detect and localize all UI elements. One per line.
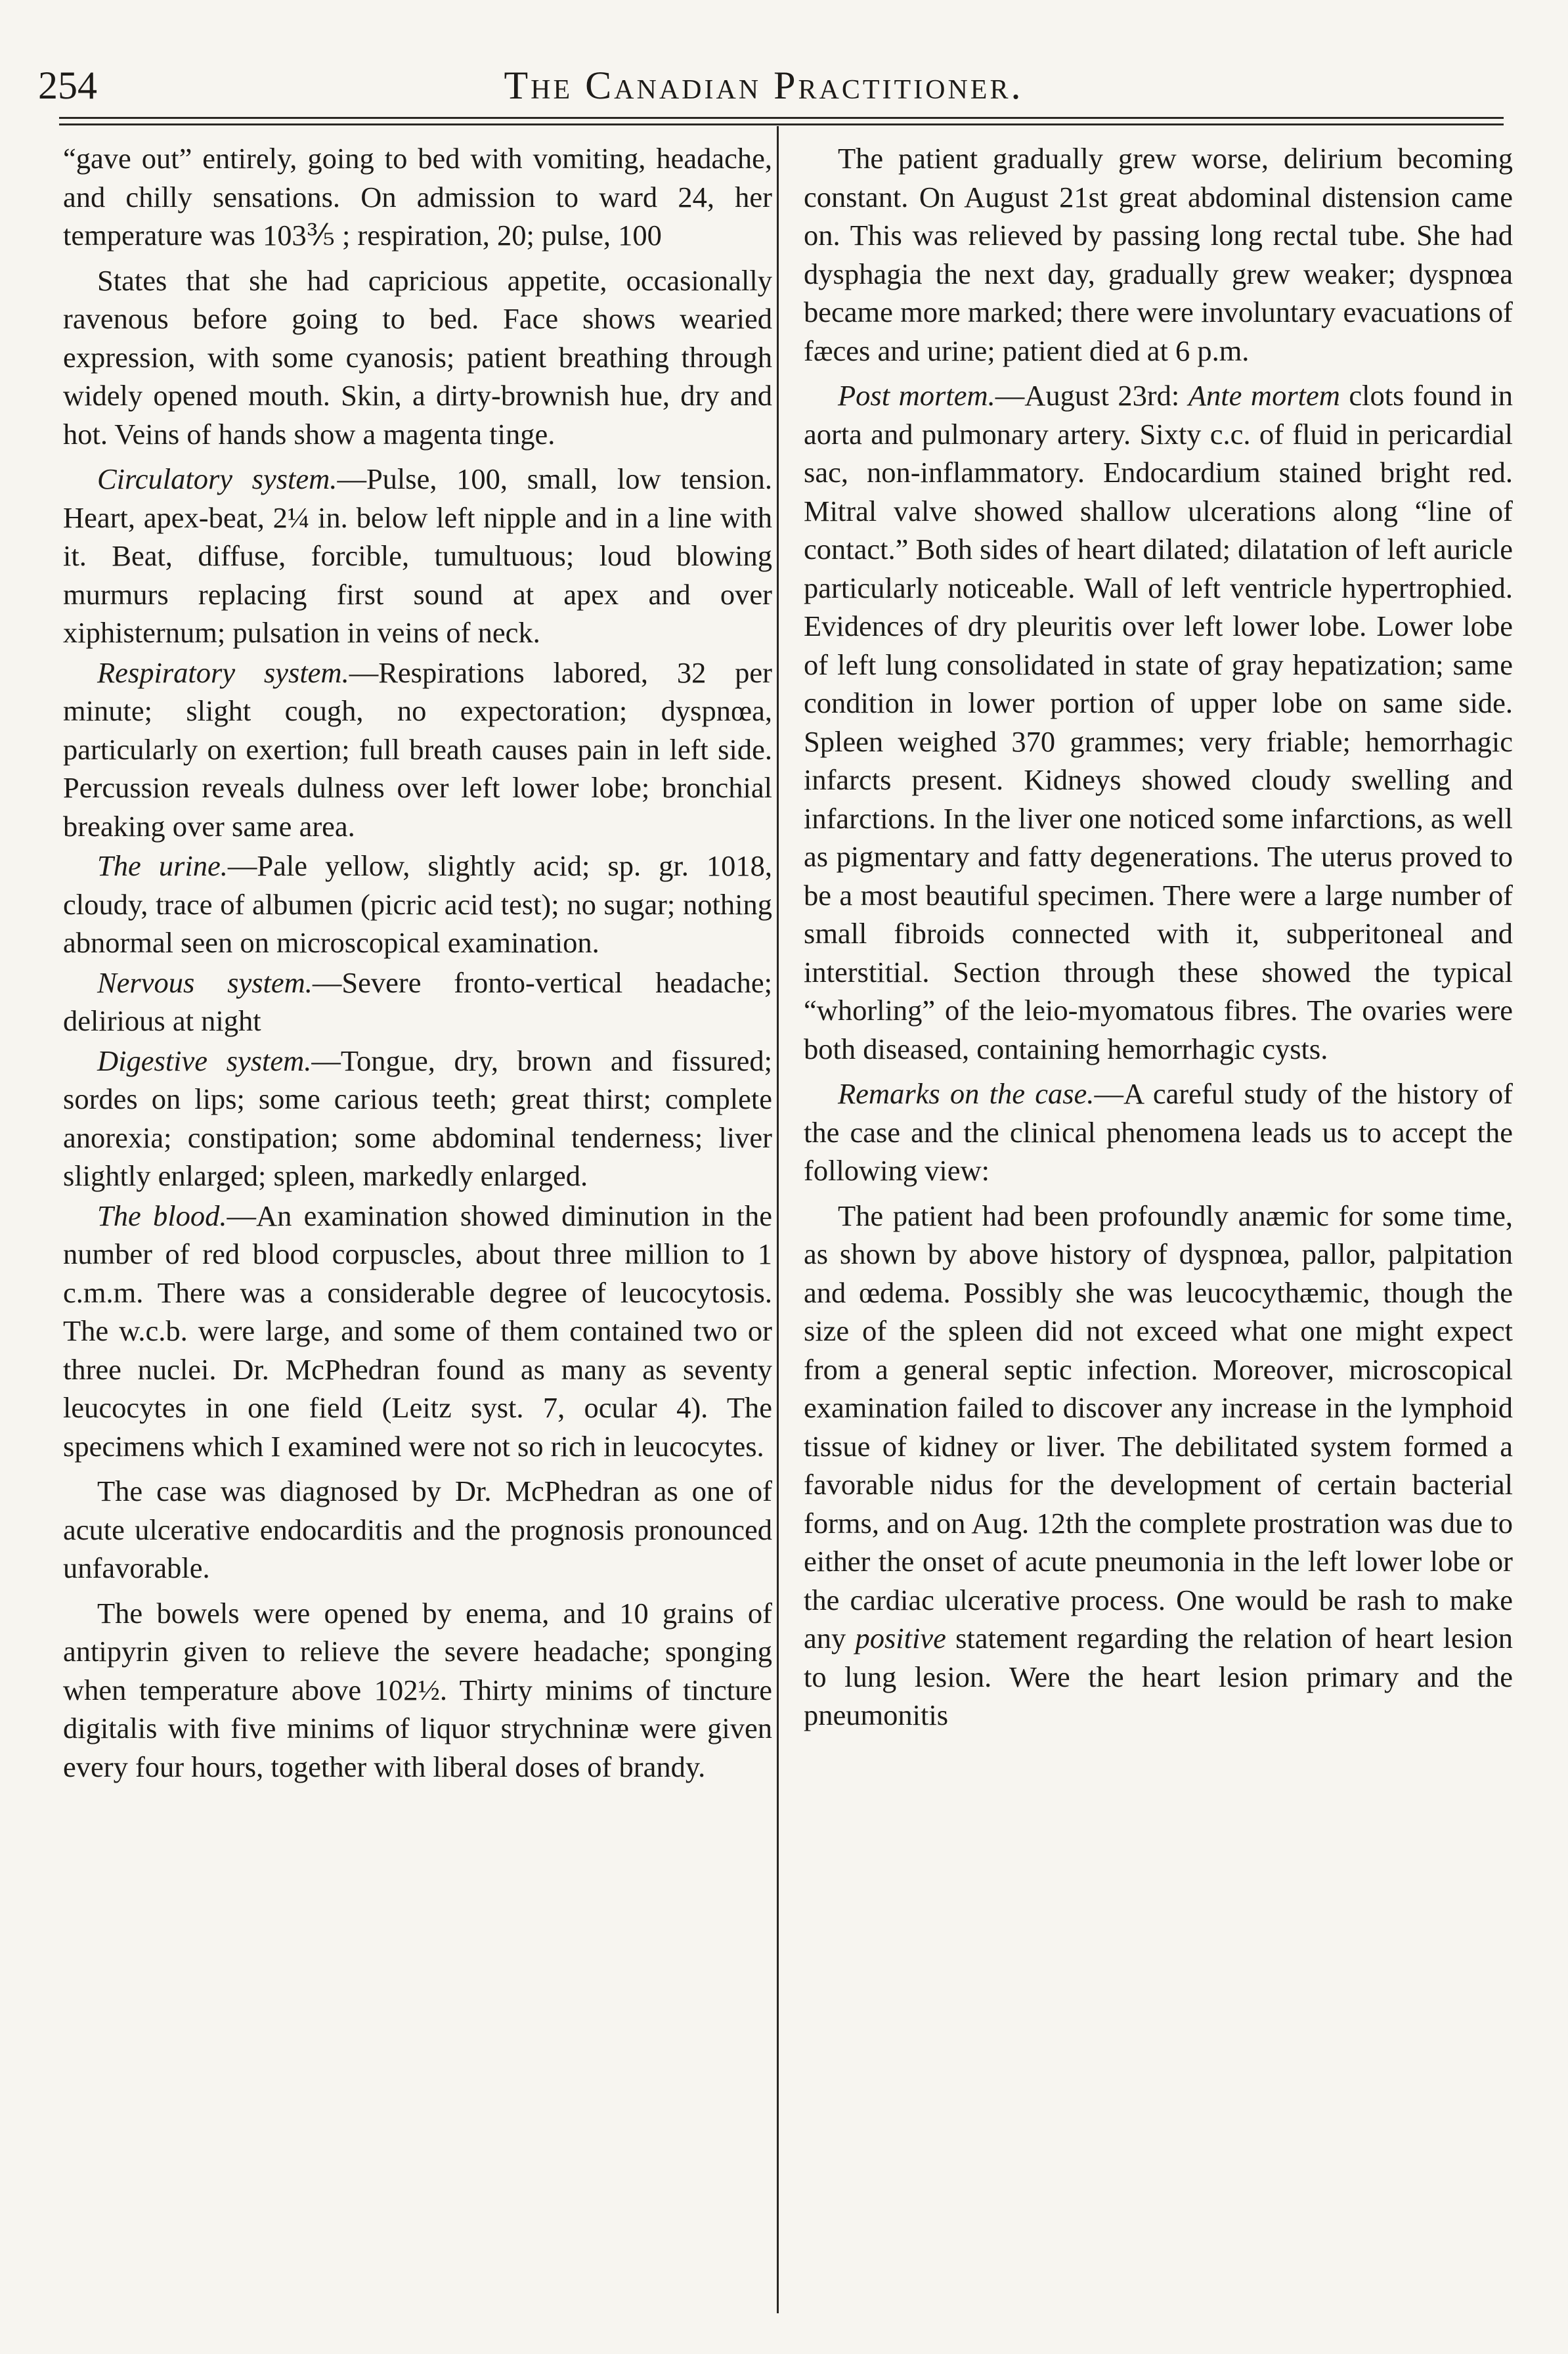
paragraph-text: —Respirations labored, 32 per minute; slight cough, no expectoration; dyspnœa, particularly on exertion; full breath causes pain in left side. Percussion reveals dulness over left lower lobe; bronchial breaking over same area. <box>63 655 772 843</box>
paragraph: “gave out” entirely, going to bed with vomiting, headache, and chilly sensations. On admission to ward 24, her temperature was 103⅗ ; respiration, 20; pulse, 100 <box>63 142 772 252</box>
paragraph-text: statement regarding the relation of heart lesion to lung lesion. Were the heart lesion primary and the pneumonitis <box>804 1622 1513 1731</box>
page-number: 254 <box>38 64 97 107</box>
paragraph-circulatory <box>63 460 772 652</box>
section-heading: The urine. <box>97 849 228 882</box>
paragraph-text: —Severe fronto-vertical headache; delirious at night <box>63 966 772 1037</box>
section-heading: The blood. <box>97 1199 227 1232</box>
paragraph-post-mortem <box>804 376 1513 1068</box>
paragraph <box>804 1197 1513 1735</box>
paragraph-text: —Pale yellow, slightly acid; sp. gr. 1018, cloudy, trace of albumen (picric acid test); no sugar; nothing abnormal seen on microscopical examination. <box>63 849 772 959</box>
column-divider <box>777 126 779 2313</box>
paragraph: The bowels were opened by enema, and 10 grains of antipyrin given to relieve the severe headache; sponging when temperature above 102½. Thirty minims of tincture digitalis with five minims of liquor strychninæ were given every four hours, together with liberal doses of brandy. <box>63 1596 772 1783</box>
paragraph-nervous <box>63 964 772 1040</box>
paragraph-respiratory <box>63 654 772 846</box>
italic-term: Ante mortem <box>1188 379 1340 412</box>
right-column <box>804 139 1513 1741</box>
section-heading: Respiratory system. <box>97 655 349 689</box>
section-heading: Nervous system. <box>97 966 313 999</box>
paragraph-text: The patient had been profoundly anæmic for some time, as shown by above history of dyspnœa, pallor, palpitation and œdema. Possibly she was leucocythæmic, though the size of the spleen did not exceed what one might expect from a general septic infection. Moreover, microscopical examination failed to discover any increase in the lymphoid tissue of kidney or liver. The debilitated system formed a favorable nidus for the development of certain bacterial forms, and on Aug. 12th the complete prostration was due to either the onset of acute pneumonia in the left lower lobe or the cardiac ulcerative process. One would be rash to make any <box>804 1199 1513 1654</box>
section-heading: Circulatory system. <box>97 462 338 495</box>
paragraph: States that she had capricious appetite, occasionally ravenous before going to bed. Face shows wearied expression, with some cyanosis; patient breathing through widely opened mouth. Skin, a dirty-brownish hue, dry and hot. Veins of hands show a magenta tinge. <box>63 263 772 451</box>
paragraph-text: —A careful study of the history of the case and the clinical phenomena leads us to accept the following view: <box>804 1077 1513 1187</box>
paragraph-text: —Tongue, dry, brown and fissured; sordes on lips; some carious teeth; great thirst; complete anorexia; constipation; some abdominal tenderness; liver slightly enlarged; spleen, markedly enlarged. <box>63 1044 772 1192</box>
section-heading: Digestive system. <box>97 1044 312 1077</box>
page-header <box>38 63 1489 116</box>
paragraph-remarks <box>804 1075 1513 1190</box>
header-rule-bottom <box>59 123 1504 125</box>
section-heading: Remarks on the case. <box>838 1077 1095 1110</box>
paragraph: The patient gradually grew worse, delirium becoming constant. On August 21st great abdominal distension came on. This was relieved by passing long rectal tube. She had dysphagia the next day, gradually grew weaker; dyspnœa became more marked; there were involuntary evacuations of fæces and urine; patient died at 6 p.m. <box>804 142 1513 367</box>
paragraph-blood <box>63 1197 772 1466</box>
paragraph-digestive <box>63 1042 772 1195</box>
paragraph: The case was diagnosed by Dr. McPhedran as one of acute ulcerative endocarditis and the prognosis pronounced unfavorable. <box>63 1475 772 1584</box>
journal-title: The Canadian Practitioner. <box>504 64 1024 107</box>
paragraph-text: clots found in aorta and pulmonary artery. Sixty c.c. of fluid in pericardial sac, non-inflammatory. Endocardium stained bright red. Mitral valve showed shallow ulcerations along “line of contact.” Both sides of heart dilated; dilatation of left auricle particularly noticeable. Wall of left ventricle hypertrophied. Evidences of dry pleuritis over left lower lobe. Lower lobe of left lung consolidated in state of gray hepatization; same condition in lower portion of upper lobe on same side. Spleen weighed 370 grammes; very friable; hemorrhagic infarcts present. Kidneys showed cloudy swelling and infarctions. In the liver one noticed some infarctions, as well as pigmentary and fatty degenerations. The uterus proved to be a most beautiful specimen. There were a large number of small fibroids connected with it, subperitoneal and interstitial. Section through these showed the typical “whorling” of the leio-myomatous fibres. The ovaries were both diseased, containing hemorrhagic cysts. <box>804 379 1513 1065</box>
italic-term: positive <box>855 1622 946 1654</box>
paragraph-text: —August 23rd: <box>995 379 1188 412</box>
header-rule-top <box>59 117 1504 119</box>
left-column <box>63 139 772 1792</box>
paragraph-text: —Pulse, 100, small, low tension. Heart, apex-beat, 2¼ in. below left nipple and in a line with it. Beat, diffuse, forcible, tumultuous; loud blowing murmurs replacing first sound at apex and over xiphisternum; pulsation in veins of neck. <box>63 462 772 649</box>
section-heading: Post mortem. <box>838 379 995 412</box>
paragraph-urine <box>63 847 772 962</box>
paragraph-text: —An examination showed diminution in the number of red blood corpuscles, about three million to 1 c.m.m. There was a considerable degree of leucocytosis. The w.c.b. were large, and some of them contained two or three nuclei. Dr. McPhedran found as many as seventy leucocytes in one field (Leitz syst. 7, ocular 4). The specimens which I examined were not so rich in leucocytes. <box>63 1199 772 1463</box>
